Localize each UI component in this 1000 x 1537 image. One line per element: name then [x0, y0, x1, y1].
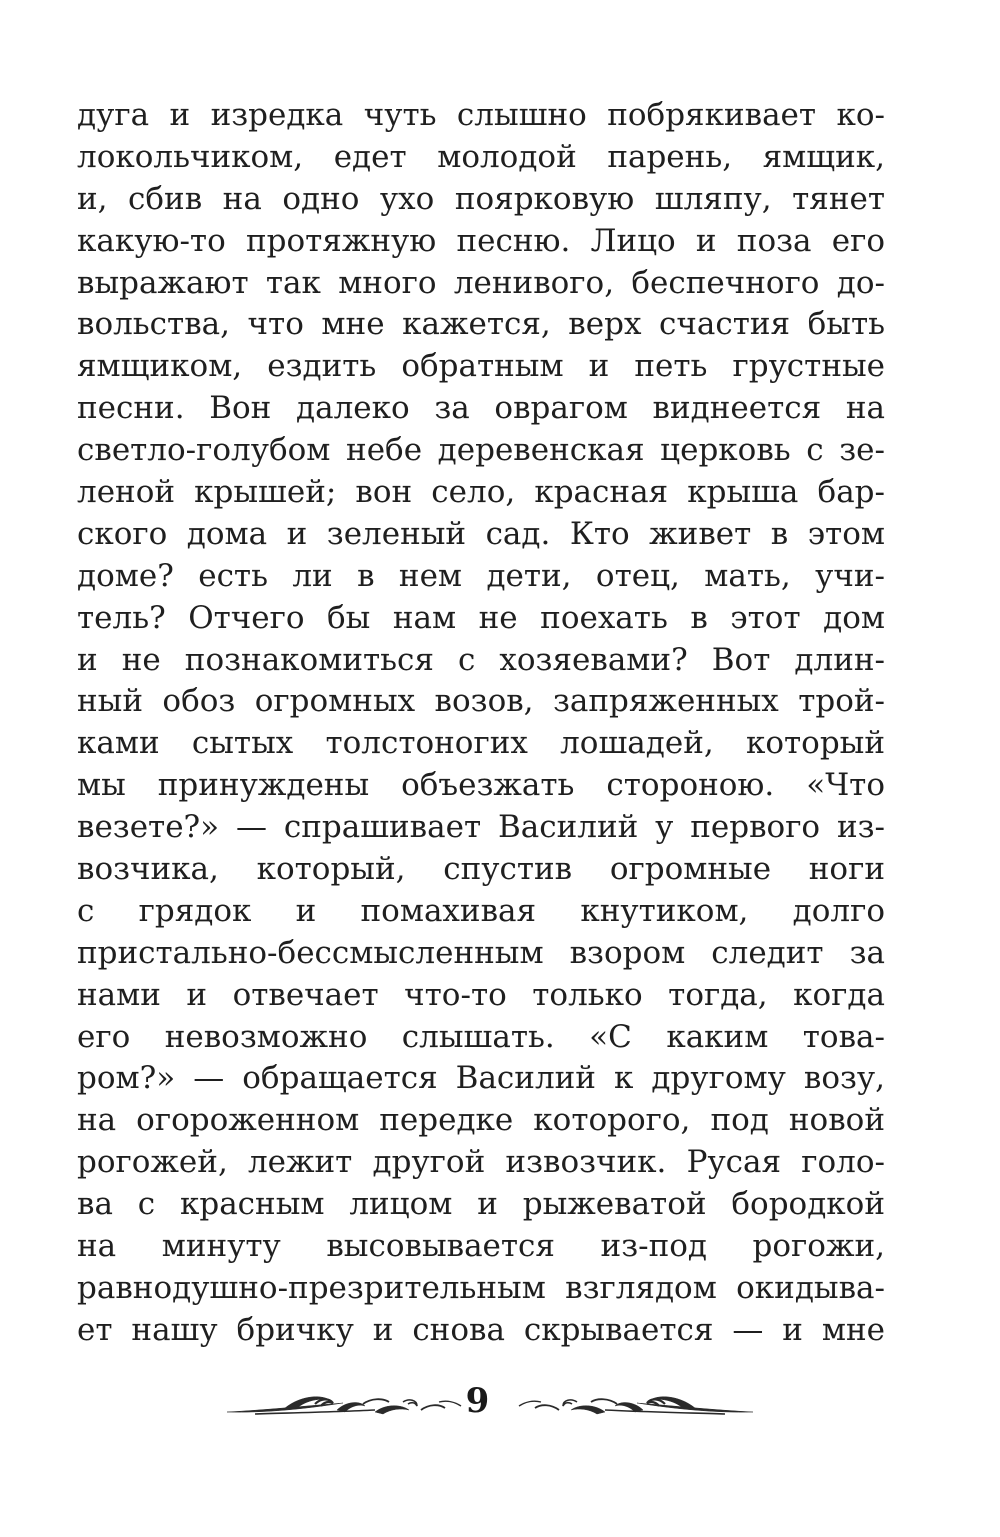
text-line: и, сбив на одно ухо поярковую шляпу, тянет: [77, 180, 885, 217]
text-line: доме? есть ли в нем дети, отец, мать, учи-: [77, 557, 885, 594]
text-line: на огороженном передке которого, под новой: [77, 1102, 885, 1139]
left-flourish-ornament-icon: [225, 1390, 465, 1420]
text-line: ками сытых толстоногих лошадей, который: [77, 725, 885, 762]
page-footer: [0, 1378, 1000, 1428]
text-line: песни. Вон далеко за оврагом виднеется на: [77, 390, 885, 427]
text-line: ный обоз огромных возов, запряженных трой-: [77, 683, 885, 720]
text-line: возчика, который, спустив огромные ноги: [77, 851, 885, 888]
text-line: мы принуждены объезжать стороною. «Что: [77, 767, 885, 804]
page-number: 9: [465, 1381, 490, 1421]
text-line: ет нашу бричку и снова скрывается — и мне: [77, 1311, 885, 1348]
text-line: леной крышей; вон село, красная крыша бар-: [77, 474, 885, 511]
text-line: равнодушно-презрительным взглядом окидыва-: [77, 1269, 885, 1306]
text-line: ского дома и зеленый сад. Кто живет в этом: [77, 515, 885, 552]
text-line: на минуту высовывается из-под рогожи,: [77, 1228, 885, 1265]
right-flourish-ornament-icon: [515, 1390, 755, 1420]
text-line: какую-то протяжную песню. Лицо и поза его: [77, 222, 885, 259]
text-line: выражают так много ленивого, беспечного до-: [77, 264, 885, 301]
text-line: локольчиком, едет молодой парень, ямщик,: [77, 138, 885, 175]
text-line: дуга и изредка чуть слышно побрякивает ко-: [77, 97, 885, 133]
text-line: вольства, что мне кажется, верх счастия быть: [77, 306, 885, 343]
text-line: его невозможно слышать. «С каким това-: [77, 1018, 885, 1055]
body-text: [77, 95, 885, 1352]
text-line: рогожей, лежит другой извозчик. Русая голо-: [77, 1144, 885, 1181]
text-line: светло-голубом небе деревенская церковь с зе-: [77, 432, 885, 469]
text-line: ямщиком, ездить обратным и петь грустные: [77, 348, 885, 385]
text-line: ва с красным лицом и рыжеватой бородкой: [77, 1186, 885, 1223]
text-line: и не познакомиться с хозяевами? Вот длин-: [77, 641, 885, 678]
text-line: с грядок и помахивая кнутиком, долго: [77, 892, 885, 929]
text-line: нами и отвечает что-то только тогда, когда: [77, 976, 885, 1013]
text-line: тель? Отчего бы нам не поехать в этот дом: [77, 599, 885, 636]
text-line: пристально-бессмысленным взором следит за: [77, 934, 885, 971]
text-line: ром?» — обращается Василий к другому возу,: [77, 1060, 885, 1097]
text-line: везете?» — спрашивает Василий у первого из-: [77, 809, 885, 846]
